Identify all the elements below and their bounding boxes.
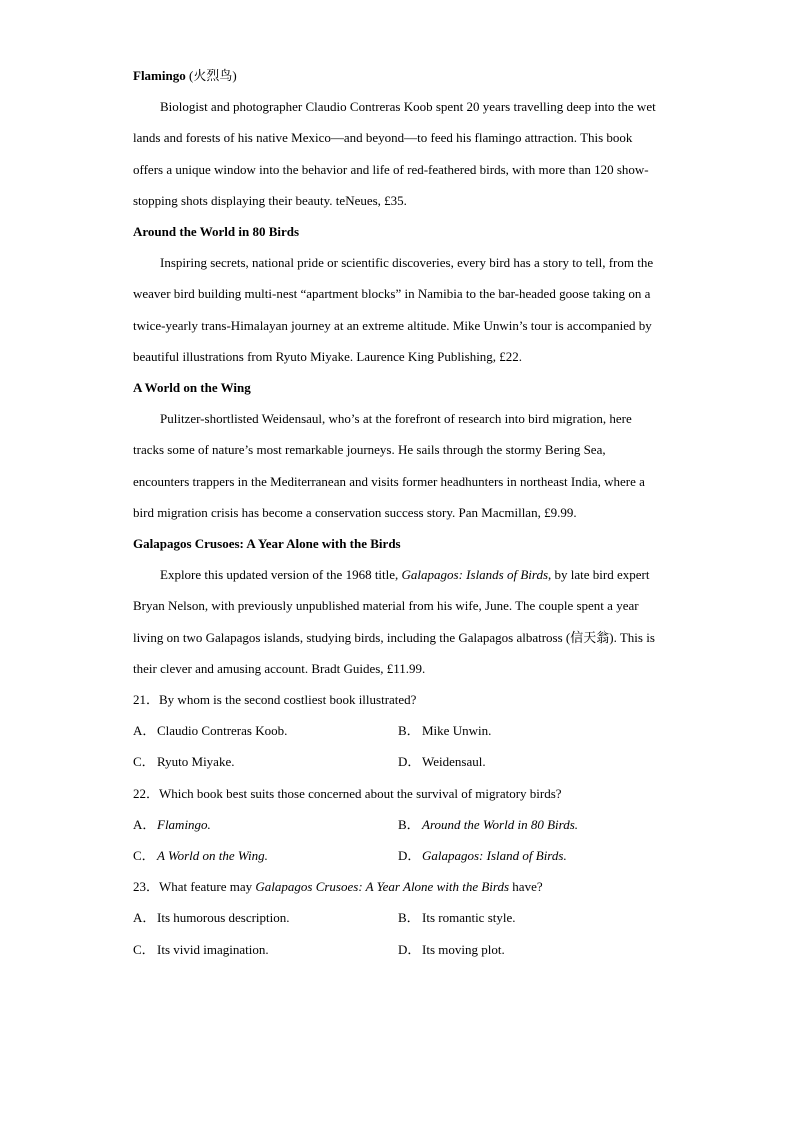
book-description-world-on-the-wing: Pulitzer-shortlisted Weidensaul, who’s at the forefront of research into bird migration, here tracks some of nature’s most remarkable journeys. He sails through the stormy Bering Sea, encounters trappers in the Mediterranean and visits former headhunters in northeast India, where a bird migration crisis has become a conservation success story. Pan Macmillan, £9.99. (133, 411, 645, 520)
question-21-option-a[interactable]: A． Claudio Contreras Koob. (133, 723, 288, 739)
question-23-option-a[interactable]: A． Its humorous description. (133, 910, 290, 926)
question-23-option-b[interactable]: B． Its romantic style. (398, 910, 516, 926)
question-23-option-c[interactable]: C． Its vivid imagination. (133, 941, 269, 957)
book-title-world-on-the-wing: A World on the Wing (133, 380, 251, 396)
question-23-options-row-2 (133, 934, 663, 965)
question-22-options-row-1 (133, 809, 663, 840)
book-description-flamingo: Biologist and photographer Claudio Contreras Koob spent 20 years travelling deep into the wet lands and forests of his native Mexico—and beyond—to feed his flamingo attraction. This book offers a unique window into the behavior and life of red-feathered birds, with more than 120 show-stopping shots displaying their beauty. teNeues, £35. (133, 99, 656, 208)
book-title-around-the-world: Around the World in 80 Birds (133, 224, 300, 240)
question-21: 21．By whom is the second costliest book illustrated? (133, 692, 417, 708)
question-21-option-c[interactable]: C． Ryuto Miyake. (133, 754, 235, 770)
question-22-option-d[interactable]: D． Galapagos: Island of Birds. (398, 848, 567, 864)
question-21-option-d[interactable]: D． Weidensaul. (398, 754, 486, 770)
document-page (133, 60, 663, 965)
question-23: 23．What feature may Galapagos Crusoes: A Year Alone with the Birds have? (133, 879, 543, 895)
question-22: 22．Which book best suits those concerned about the survival of migratory birds? (133, 785, 562, 801)
question-22-option-a[interactable]: A． Flamingo. (133, 816, 211, 832)
question-23-options-row-1 (133, 902, 663, 933)
question-22-options-row-2 (133, 840, 663, 871)
question-22-option-c[interactable]: C． A World on the Wing. (133, 848, 268, 864)
question-21-options-row-2 (133, 746, 663, 777)
question-21-options-row-1 (133, 715, 663, 746)
question-22-option-b[interactable]: B． Around the World in 80 Birds. (398, 816, 579, 832)
book-title-galapagos-crusoes: Galapagos Crusoes: A Year Alone with the Birds (133, 536, 401, 552)
book-title-flamingo: Flamingo (火烈鸟) (133, 68, 237, 83)
question-21-option-b[interactable]: B． Mike Unwin. (398, 723, 492, 739)
question-23-option-d[interactable]: D． Its moving plot. (398, 941, 505, 957)
book-description-around-the-world: Inspiring secrets, national pride or scientific discoveries, every bird has a story to tell, from the weaver bird building multi-nest “apartment blocks” in Namibia to the bar-headed goose taking on a twice-yearly trans-Himalayan journey at an extreme altitude. Mike Unwin’s tour is accompanied by beautiful illustrations from Ryuto Miyake. Laurence King Publishing, £22. (133, 255, 654, 364)
book-description-galapagos-crusoes: Explore this updated version of the 1968 title, Galapagos: Islands of Birds, by late bird expert Bryan Nelson, with previously unpublished material from his wife, June. The couple spent a year living on two Galapagos islands, studying birds, including the Galapagos albatross (信天翁). This is their clever and amusing account. Bradt Guides, £11.99. (133, 567, 655, 676)
